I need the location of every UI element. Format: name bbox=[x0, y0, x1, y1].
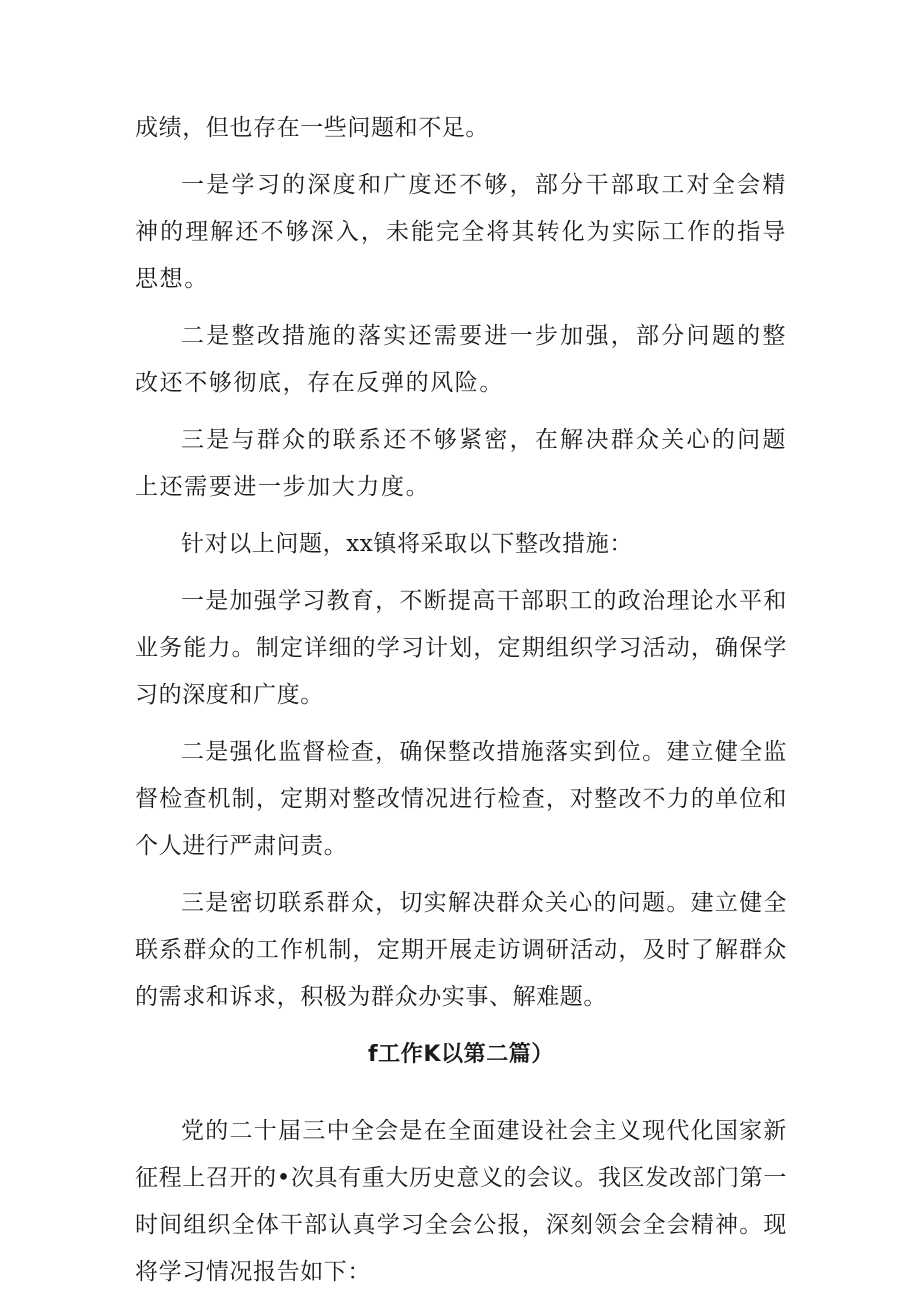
paragraph-report-intro: 党的二十届三中全会是在全面建设社会主义现代化国家新征程上召开的•次具有重大历史意义的会议。我区发改部门第一时间组织全体干部认真学习全会公报，深刻领会全会精神。现将学习情况报告如下： bbox=[135, 1118, 787, 1285]
section-heading: f工作K以第二篇） bbox=[367, 1042, 555, 1067]
paragraph-measure-2: 二是强化监督检查，确保整改措施落实到位。建立健全监督检查机制，定期对整改情况进行检查，对整改不力的单位和个人进行严肃问责。 bbox=[135, 739, 787, 859]
paragraph-problem-3: 三是与群众的联系还不够紧密，在解决群众关心的问题上还需要进一步加大力度。 bbox=[135, 427, 787, 500]
paragraph-problem-1: 一是学习的深度和广度还不够，部分干部取工对全会精神的理解还不够深入，未能完全将其转化为实际工作的指导思想。 bbox=[135, 172, 787, 292]
document-body bbox=[135, 105, 787, 1306]
paragraph-measure-1: 一是加强学习教育，不断提高干部职工的政治理论水平和业务能力。制定详细的学习计划，定期组织学习活动，确保学习的深度和广度。 bbox=[135, 588, 787, 708]
paragraph-measure-3: 三是密切联系群众，切实解决群众关心的问题。建立健全联系群众的工作机制，定期开展走访调研活动，及时了解群众的需求和诉求，积极为群众办实事、解难题。 bbox=[135, 890, 787, 1010]
paragraph-measures-intro: 针对以上问题，xx镇将采取以下整改措施： bbox=[181, 531, 633, 557]
paragraph-continuation: 成绩，但也存在一些问题和不足。 bbox=[135, 115, 489, 141]
paragraph-problem-2: 二是整改措施的落实还需要进一步加强，部分问题的整改还不够彻底，存在反弹的风险。 bbox=[135, 323, 787, 396]
